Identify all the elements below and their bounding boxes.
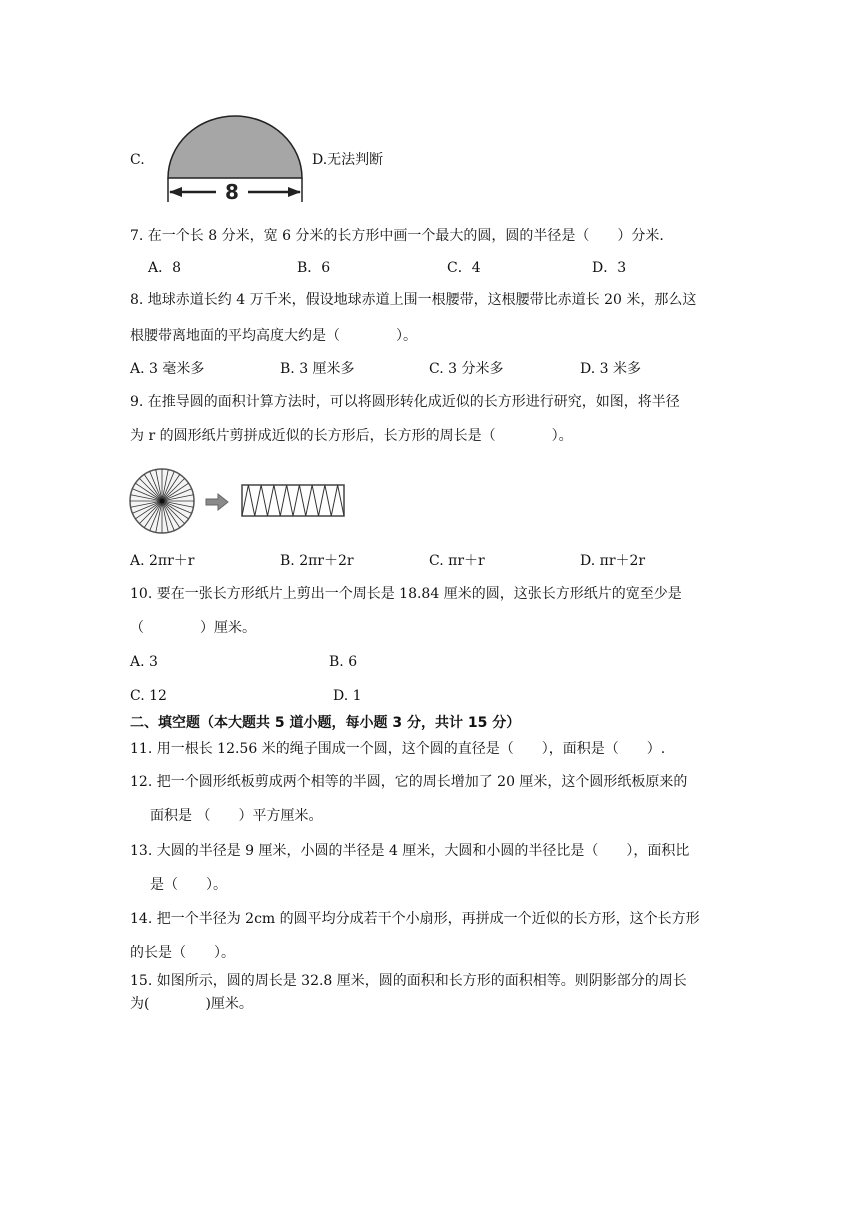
dimension-arrow-left [169,187,182,197]
dimension-label: 8 [225,180,239,204]
q7-option-b: B．6 [297,260,331,276]
dimension-arrow-right [288,187,301,197]
q6-option-c-label: C. [130,152,145,168]
section-heading: 二、填空题（本大题共 5 道小题，每小题 3 分，共计 15 分） [130,715,521,731]
q12-stem-line2: 面积是 （ ）平方厘米。 [150,808,323,824]
q11-stem: 11. 用一根长 12.56 米的绳子围成一个圆，这个圆的直径是（ ），面积是（ ）. [130,741,666,757]
q7-option-d: D．3 [592,260,627,276]
zigzag-rectangle [242,485,344,516]
q10-option-a: A. 3 [130,654,158,670]
q13-stem-line1: 13. 大圆的半径是 9 厘米，小圆的半径是 4 厘米，大圆和小圆的半径比是（ ），面积比 [130,843,690,859]
q8-stem-line1: 8. 地球赤道长约 4 万千米，假设地球赤道上围一根腰带，这根腰带比赤道长 20 米，那么这 [130,292,697,308]
q12-stem-line1: 12. 把一个圆形纸板剪成两个相等的半圆，它的周长增加了 20 厘米，这个圆形纸板原来的 [130,774,688,790]
rectangle-outline [242,485,344,516]
q7-stem: 7. 在一个长 8 分米，宽 6 分米的长方形中画一个最大的圆，圆的半径是（ ）分米. [130,228,664,244]
q13-stem-line2: 是（ ）。 [150,877,227,893]
q14-stem-line1: 14. 把一个半径为 2cm 的圆平均分成若干个小扇形，再拼成一个近似的长方形，这个长方形 [130,911,700,927]
q8-option-b: B. 3 厘米多 [280,361,355,377]
q10-option-c: C. 12 [130,688,167,704]
q9-option-b: B. 2πr＋2r [280,553,354,569]
q6-option-d-label: D.无法判断 [312,152,384,168]
circle-center [160,499,165,504]
q9-option-d: D. πr＋2r [580,553,646,569]
q10-option-d: D. 1 [333,688,362,704]
q8-option-a: A. 3 毫米多 [130,361,205,377]
q10-stem-line2: （ ）厘米。 [130,620,256,636]
sectored-circle [130,469,194,533]
q10-option-b: B. 6 [329,654,358,670]
q9-stem-line1: 9. 在推导圆的面积计算方法时，可以将圆形转化成近似的长方形进行研究，如图，将半径 [130,394,680,410]
q6-semicircle-figure [162,108,308,204]
q8-option-d: D. 3 米多 [580,361,641,377]
transform-arrow-icon [206,494,228,510]
q9-option-c: C. πr＋r [429,553,485,569]
q15-stem-line2: 为( )厘米。 [130,996,253,1012]
q14-stem-line2: 的长是（ ）。 [130,945,235,961]
q15-stem-line1: 15. 如图所示，圆的周长是 32.8 厘米，圆的面积和长方形的面积相等。则阴影部分的周长 [130,973,687,989]
q7-option-c: C．4 [447,260,481,276]
q9-stem-line2: 为 r 的圆形纸片剪拼成近似的长方形后，长方形的周长是（ ）。 [130,428,573,444]
zigzag-line [242,485,344,516]
q8-option-c: C. 3 分米多 [429,361,504,377]
q7-option-a: A．8 [148,260,182,276]
q9-option-a: A. 2πr＋r [130,553,195,569]
q8-stem-line2: 根腰带离地面的平均高度大约是（ ）。 [130,328,417,344]
q10-stem-line1: 10. 要在一张长方形纸片上剪出一个周长是 18.84 厘米的圆，这张长方形纸片的宽至少是 [130,586,682,602]
q9-circle-to-rectangle-figure [126,466,356,536]
semicircle-shape [168,116,302,178]
